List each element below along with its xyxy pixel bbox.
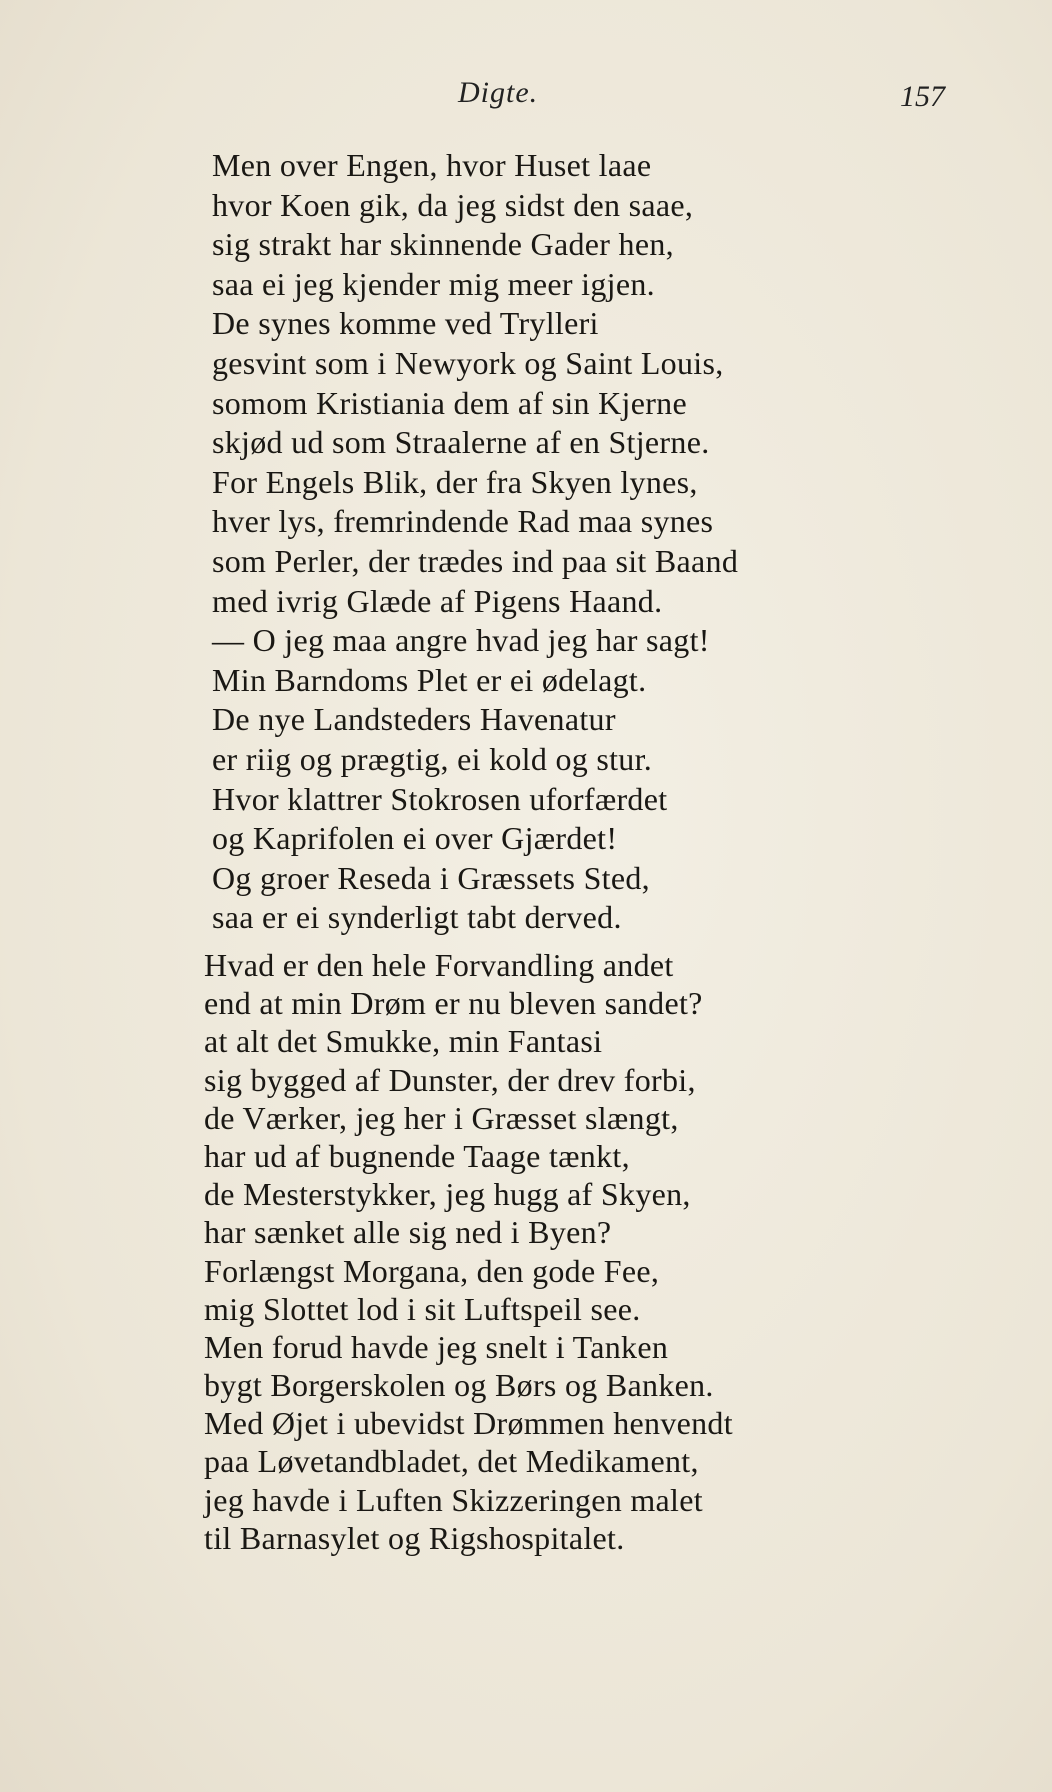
verse-line: saa er ei synderligt tabt derved. bbox=[212, 899, 622, 936]
verse-line: jeg havde i Luften Skizzeringen malet bbox=[204, 1481, 703, 1518]
verse-line: at alt det Smukke, min Fantasi bbox=[204, 1023, 603, 1060]
verse-line: Hvor klattrer Stokrosen uforfærdet bbox=[212, 780, 668, 817]
verse-line: bygt Borgerskolen og Børs og Banken. bbox=[204, 1367, 714, 1404]
verse-line: sig strakt har skinnende Gader hen, bbox=[212, 226, 674, 263]
stanza-2 bbox=[204, 946, 733, 1557]
verse-line: paa Løvetandbladet, det Medikament, bbox=[204, 1443, 699, 1480]
verse-line: er riig og prægtig, ei kold og stur. bbox=[212, 740, 653, 777]
verse-line: har sænket alle sig ned i Byen? bbox=[204, 1214, 612, 1251]
verse-line: hvor Koen gik, da jeg sidst den saae, bbox=[212, 186, 694, 223]
verse-line: Forlængst Morgana, den gode Fee, bbox=[204, 1252, 660, 1289]
verse-line: de Værker, jeg her i Græsset slængt, bbox=[204, 1099, 679, 1136]
verse-line: som Perler, der trædes ind paa sit Baand bbox=[212, 542, 739, 579]
verse-line: Men forud havde jeg snelt i Tanken bbox=[204, 1328, 669, 1365]
verse-line: og Kaprifolen ei over Gjærdet! bbox=[212, 820, 618, 857]
verse-line: hver lys, fremrindende Rad maa synes bbox=[212, 503, 714, 540]
verse-line: Og groer Reseda i Græssets Sted, bbox=[212, 859, 650, 896]
verse-line: Med Øjet i ubevidst Drømmen henvendt bbox=[204, 1405, 733, 1442]
verse-line: Hvad er den hele Forvandling andet bbox=[204, 947, 674, 983]
verse-line: Min Barndoms Plet er ei ødelagt. bbox=[212, 661, 647, 698]
verse-line: mig Slottet lod i sit Luftspeil see. bbox=[204, 1290, 641, 1327]
verse-line: har ud af bugnende Taage tænkt, bbox=[204, 1137, 630, 1174]
verse-line: saa ei jeg kjender mig meer igjen. bbox=[212, 265, 655, 302]
verse-line: sig bygged af Dunster, der drev forbi, bbox=[204, 1061, 696, 1098]
verse-line: For Engels Blik, der fra Skyen lynes, bbox=[212, 463, 698, 500]
verse-line: til Barnasylet og Rigshospitalet. bbox=[204, 1519, 625, 1556]
stanza-1 bbox=[212, 146, 738, 938]
verse-line: — O jeg maa angre hvad jeg har sagt! bbox=[212, 622, 710, 659]
verse-line: med ivrig Glæde af Pigens Haand. bbox=[212, 582, 663, 619]
verse-line: De synes komme ved Trylleri bbox=[212, 305, 599, 342]
verse-line: De nye Landsteders Havenatur bbox=[212, 701, 616, 738]
running-title: Digte. bbox=[458, 76, 539, 109]
verse-line: somom Kristiania dem af sin Kjerne bbox=[212, 384, 687, 421]
verse-line: gesvint som i Newyork og Saint Louis, bbox=[212, 344, 724, 381]
page-number: 157 bbox=[900, 80, 945, 113]
verse-line: skjød ud som Straalerne af en Stjerne. bbox=[212, 424, 710, 461]
verse-line: de Mesterstykker, jeg hugg af Skyen, bbox=[204, 1176, 691, 1213]
verse-line: Men over Engen, hvor Huset laae bbox=[212, 147, 652, 183]
verse-line: end at min Drøm er nu bleven sandet? bbox=[204, 985, 703, 1022]
